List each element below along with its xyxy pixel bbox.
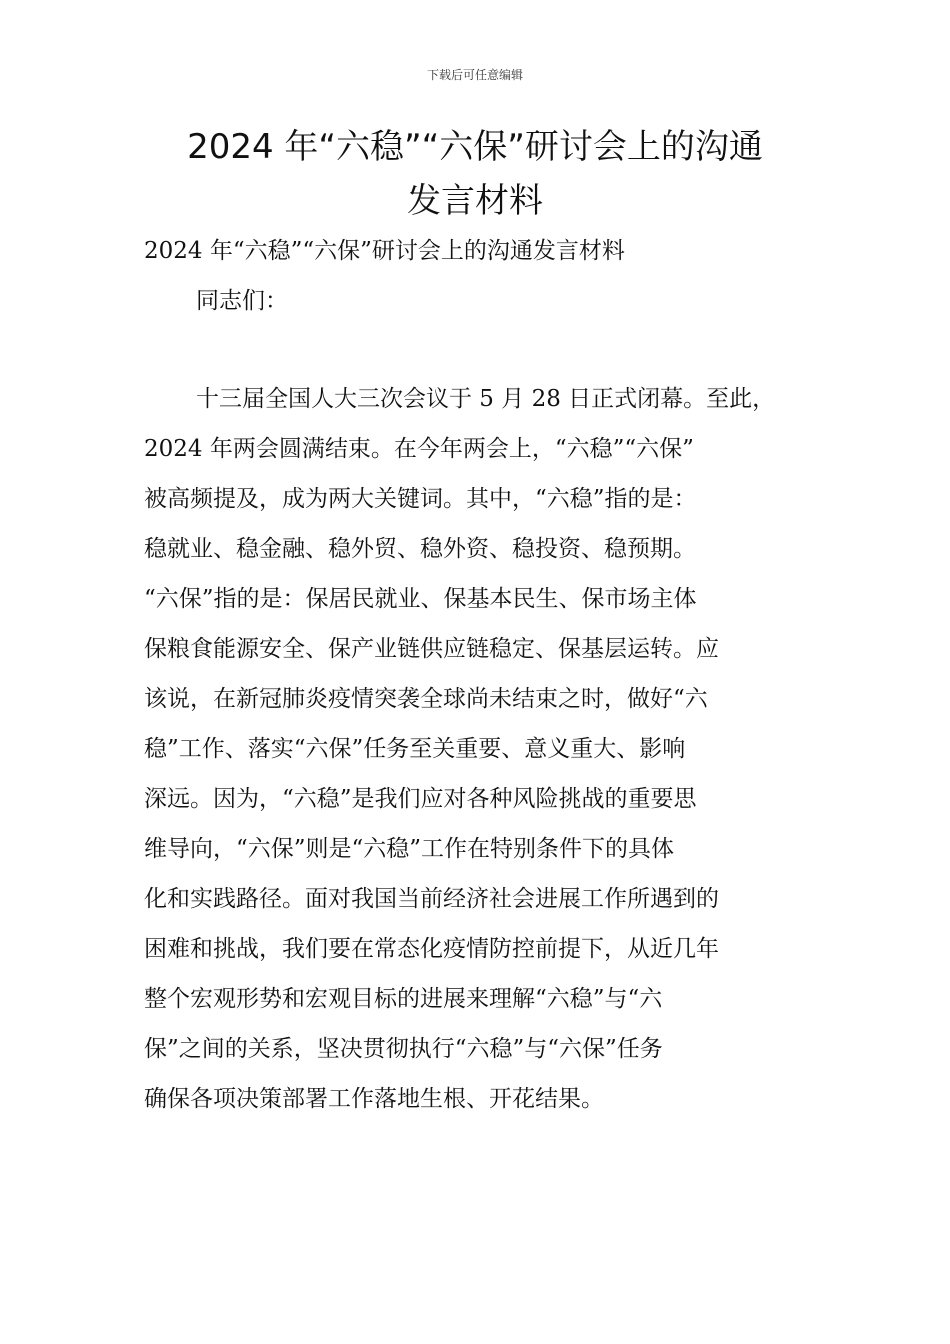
body-line: 十三届全国人大三次会议于 5 月 28 日正式闭幕。至此， <box>196 386 776 412</box>
header-note: 下载后可任意编辑 <box>426 68 523 82</box>
body-line: “六保”指的是：保居民就业、保基本民生、保市场主体 <box>144 586 697 612</box>
body-line: 稳就业、稳金融、稳外贸、稳外资、稳投资、稳预期。 <box>144 536 696 562</box>
title-line-2: 发言材料 <box>407 181 543 221</box>
body-line: 确保各项决策部署工作落地生根、开花结果。 <box>144 1086 604 1112</box>
body-line: 保”之间的关系，坚决贯彻执行“六稳”与“六保”任务 <box>144 1036 663 1062</box>
body-line: 稳”工作、落实“六保”任务至关重要、意义重大、影响 <box>144 736 686 762</box>
body-line: 深远。因为，“六稳”是我们应对各种风险挑战的重要思 <box>144 786 697 812</box>
document-title <box>120 120 830 228</box>
subtitle: 2024 年“六稳”“六保”研讨会上的沟通发言材料 <box>144 238 625 264</box>
body-line: 困难和挑战，我们要在常态化疫情防控前提下，从近几年 <box>144 936 719 962</box>
salutation: 同志们： <box>196 288 288 314</box>
body-line: 该说，在新冠肺炎疫情突袭全球尚未结束之时，做好“六 <box>144 686 708 712</box>
body-line: 化和实践路径。面对我国当前经济社会进展工作所遇到的 <box>144 886 719 912</box>
body-line: 整个宏观形势和宏观目标的进展来理解“六稳”与“六 <box>144 986 663 1012</box>
title-line-1: 2024 年“六稳”“六保”研讨会上的沟通 <box>187 127 763 167</box>
body-line: 维导向，“六保”则是“六稳”工作在特别条件下的具体 <box>144 836 675 862</box>
body-line: 2024 年两会圆满结束。在今年两会上，“六稳”“六保” <box>144 436 694 462</box>
body-line: 保粮食能源安全、保产业链供应链稳定、保基层运转。应 <box>144 636 719 662</box>
body-line: 被高频提及，成为两大关键词。其中，“六稳”指的是： <box>144 486 697 512</box>
